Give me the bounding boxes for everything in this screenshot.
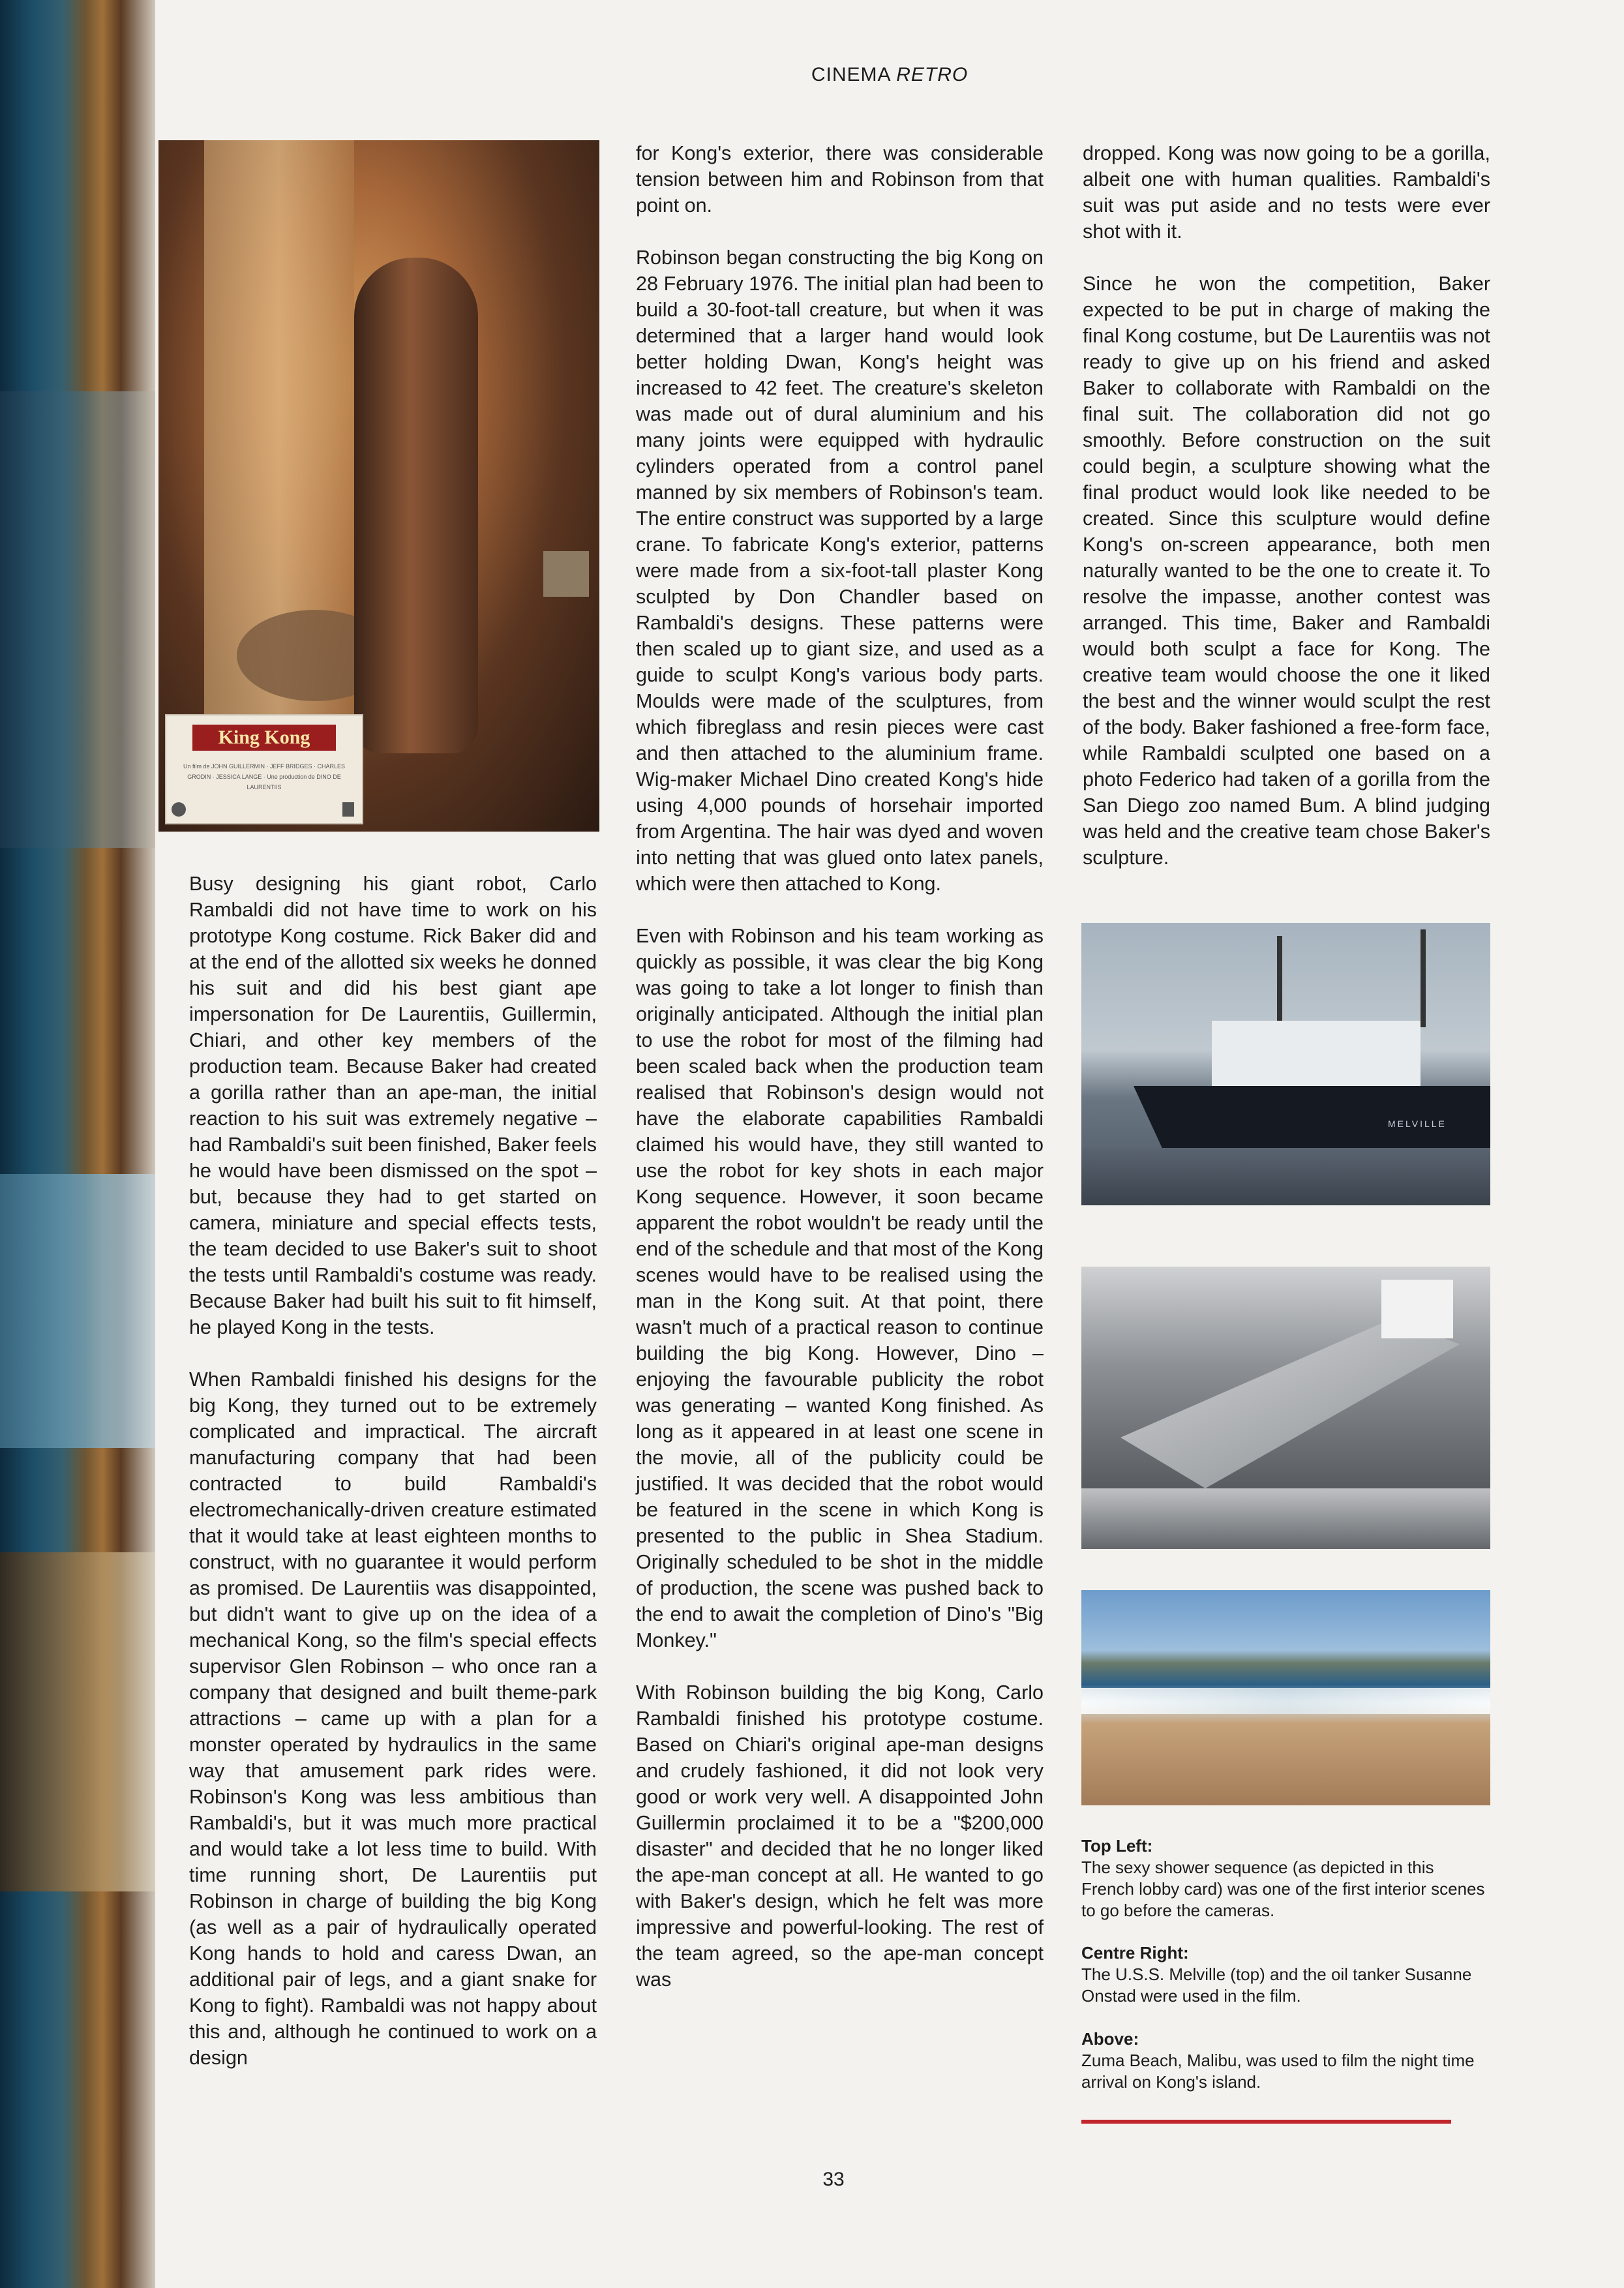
tanker-bridge xyxy=(1381,1280,1453,1338)
studio-logo-icon xyxy=(172,802,186,817)
paragraph: dropped. Kong was now going to be a gorilla, albeit one with human qualities. Rambaldi's suit was put aside and no tests were ever shot with it. xyxy=(1083,142,1490,243)
ship-mast xyxy=(1421,929,1426,1027)
paragraph: Since he won the competition, Baker expected to be put in charge of making the final Kong costume, but De Laurentiis was not ready to give up on his friend and asked Baker to collaborate with Rambaldi on the final suit. The collaboration did not go smoothly. Before construction on the suit could begin, a sculpture showing what the final product would look like needed to be created. Since this sculpture would define Kong's on-screen appearance, both men naturally wanted to be the one to create it. To resolve the impasse, another contest was arranged. This time, Baker and Rambaldi would both sculpt a face for Kong. The creative team would choose the one it liked the best and the winner would sculpt the rest of the body. Baker fashioned a free-form face, while Rambaldi sculpted one based on a photo Federico had taken of a gorilla from the San Diego zoo named Bum. A blind judging was held and the creative team chose Baker's sculpture. xyxy=(1083,273,1490,869)
caption-text: Zuma Beach, Malibu, was used to film the night time arrival on Kong's island. xyxy=(1081,2051,1475,2092)
paragraph: Even with Robinson and his team working as quickly as possible, it was clear the big Kong was going to take a lot longer to finish than originally anticipated. Although the initial plan to use the robot for most of the filming had been scaled back when the production team realised that Robinson's design would not have the elaborate capabilities Rambaldi claimed his would have, they still wanted to use the robot for key shots in each major Kong sequence. However, it soon became apparent the robot wouldn't be ready until the end of the schedule and that most of the Kong scenes would have to be realised using the man in the Kong suit. At that point, there wasn't much of a practical reason to continue building the big Kong. However, Dino – enjoying the favourable publicity the robot was generating – wanted Kong finished. As long as it appeared in at least one scene in the movie, all of the publicity could be justified. It was decided that the robot would be featured in the scene in which Kong is presented to the public in Shea Stadium. Originally scheduled to be shot in the middle of production, the scene was pushed back to the end to await the completion of Dino's "Big Monkey." xyxy=(636,925,1044,1651)
surf-waves xyxy=(1081,1688,1490,1714)
photo-caption xyxy=(1081,1942,1490,2007)
article-column-1 xyxy=(189,871,597,2097)
paragraph: With Robinson building the big Kong, Carlo Rambaldi finished his prototype costume. Based on Chiari's original ape-man designs and crudely fashioned, it did not look very good or work very well. A disappointed John Guillermin proclaimed it to be a "$200,000 disaster" and decided that he no longer liked the ape-man concept at all. He wanted to go with Baker's design, which he felt was more impressive and powerful-looking. The rest of the team agreed, so the ape-man concept was xyxy=(636,1681,1044,1991)
lobby-card-photo xyxy=(158,140,599,832)
ship-mast xyxy=(1277,936,1282,1027)
ship-hull xyxy=(1134,1086,1490,1148)
paragraph: Busy designing his giant robot, Carlo Rambaldi did not have time to work on his prototype Kong costume. Rick Baker did and at the end of the allotted six weeks he donned his suit and did his best giant ape impersonation for De Laurentiis, Guillermin, Chiari, and other key members of the production team. Because Baker had created a gorilla rather than an ape-man, the initial reaction to his suit was extremely negative – had Rambaldi's suit been finished, Baker feels he would have been dismissed on the spot – but, because they had to get started on camera, miniature and special effects tests, the team decided to use Baker's suit to shoot the tests until Rambaldi's costume was ready. Because Baker had built his suit to fit himself, he played Kong in the tests. xyxy=(189,873,597,1338)
article-column-3 xyxy=(1083,140,1490,897)
magazine-name-italic: RETRO xyxy=(896,64,969,85)
caption-text: The U.S.S. Melville (top) and the oil tanker Susanne Onstad were used in the film. xyxy=(1081,1964,1472,2006)
edge-photo-band xyxy=(0,1552,155,1891)
oil-tanker-photo xyxy=(1081,1267,1490,1549)
wall-fixture xyxy=(543,551,589,597)
melville-ship-photo xyxy=(1081,923,1490,1205)
caption-text: The sexy shower sequence (as depicted in this French lobby card) was one of the first interior scenes to go before the cameras. xyxy=(1081,1858,1485,1920)
distributor-logo-icon xyxy=(342,802,354,817)
lobby-card-title: King Kong xyxy=(192,725,336,751)
caption-heading: Above: xyxy=(1081,2029,1139,2049)
caption-heading: Top Left: xyxy=(1081,1836,1153,1856)
edge-photo-band xyxy=(0,391,155,848)
paragraph: for Kong's exterior, there was considerable tension between him and Robinson from that point on. xyxy=(636,142,1044,217)
page-number: 33 xyxy=(822,2169,845,2190)
edge-photo-band xyxy=(0,1174,155,1448)
running-header xyxy=(155,64,1624,86)
ship-hull-name: MELVILLE xyxy=(1388,1119,1447,1129)
caption-divider-rule xyxy=(1081,2120,1451,2124)
article-column-2 xyxy=(636,140,1044,2019)
sea-wake xyxy=(1081,1488,1490,1549)
zuma-beach-photo xyxy=(1081,1590,1490,1805)
left-edge-photo-strip xyxy=(0,0,155,2288)
lobby-card-label xyxy=(165,714,363,824)
photo-caption xyxy=(1081,1835,1490,1921)
paragraph: Robinson began constructing the big Kong on 28 February 1976. The initial plan had been to build a 30-foot-tall creature, but when it was determined that a larger hand would look better holding Dwan, Kong's height was increased to 42 feet. The creature's skeleton was made out of dural aluminium and his many joints were equipped with hydraulic cylinders operated from a control panel manned by six members of Robinson's team. The entire construct was supported by a large crane. To fabricate Kong's exterior, patterns were made from a six-foot-tall plaster Kong sculpted by Don Chandler based on Rambaldi's designs. These patterns were then scaled up to giant size, and used as a guide to sculpt Kong's various body parts. Moulds were made of the sculptures, from which fibreglass and resin pieces were cast and then attached to the aluminium frame. Wig-maker Michael Dino created Kong's hide using 4,000 pounds of horsehair imported from Argentina. The hair was dyed and woven into netting that was glued onto latex panels, which were then attached to Kong. xyxy=(636,247,1044,895)
caption-heading: Centre Right: xyxy=(1081,1943,1189,1963)
dock xyxy=(1081,1148,1490,1205)
ship-superstructure xyxy=(1212,1021,1421,1089)
paragraph: When Rambaldi finished his designs for the big Kong, they turned out to be extremely complicated and impractical. The aircraft manufacturing company that had been contracted to build Rambaldi's electromechanically-driven creature estimated that it would take at least eighteen months to construct, with no guarantee it would perform as promised. De Laurentiis was disappointed, but didn't want to give up on the idea of a mechanical Kong, so the film's special effects supervisor Glen Robinson – who once ran a company that designed and built theme-park attractions – came up with a plan for a monster operated by hydraulics in the same way that amusement park rides were. Robinson's Kong was less ambitious than Rambaldi's, but it was much more practical and would take a lot less time to build. With time running short, De Laurentiis put Robinson in charge of building the big Kong (as well as a pair of hydraulically operated Kong hands to hold and caress Dwan, an additional pair of legs, and a giant snake for Kong to fight). Rambaldi was not happy about this and, although he continued to work on a design xyxy=(189,1368,597,2069)
lobby-card-credits: Un film de JOHN GUILLERMIN · JEFF BRIDGES · CHARLES GRODIN · JESSICA LANGE · Une production de DINO DE LAURENTIIS xyxy=(183,763,346,790)
actress-figure xyxy=(354,258,478,753)
tanker-deck xyxy=(1120,1319,1460,1488)
magazine-name: CINEMA xyxy=(811,64,890,85)
photo-caption xyxy=(1081,2028,1490,2093)
